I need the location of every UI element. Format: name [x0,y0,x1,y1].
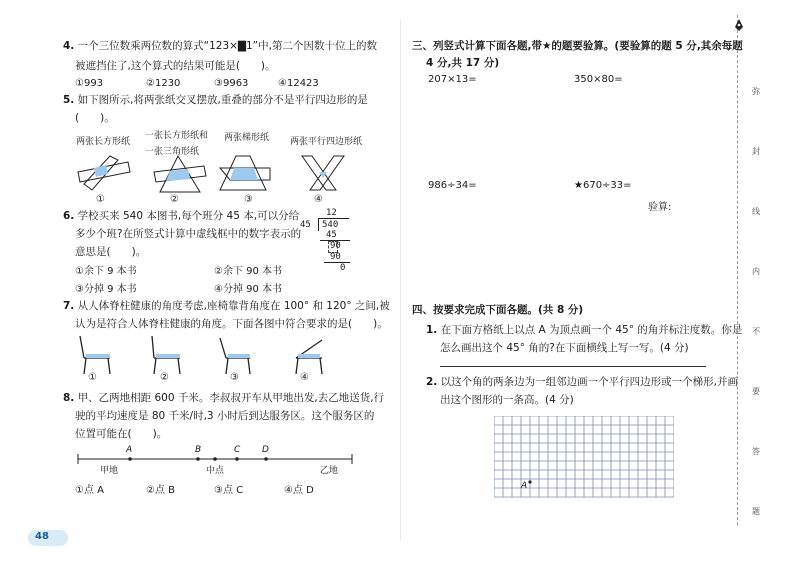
question-5 [63,90,368,110]
problem-986div34[interactable]: 986÷34= [428,180,477,191]
q8-point-a: A [126,445,133,455]
binding-strip-char: 弥 [752,87,760,96]
q5-number: 5. [63,94,75,106]
q8-place-start: 甲地 [100,466,119,476]
q8-text-line3: 位置可能在( )。 [75,428,168,440]
binding-strip-char: 答 [752,447,760,456]
q5-text-line1: 如下图所示,将两张纸交叉摆放,重叠的部分不是平行四边形的是 [77,94,368,106]
division-row2: 90 [330,241,341,251]
q8-number: 8. [63,392,75,404]
binding-strip-char: 题 [752,507,760,516]
q4-text-line2: 被遮挡住了,这个算式的结果可能是( )。 [75,60,276,72]
q6-text-line3: 意思是( )。 [75,246,147,258]
division-row3: 90 [330,252,341,262]
binding-strip-char: 线 [752,207,760,216]
q6-option-3[interactable]: ③分掉 9 本书 [75,284,137,295]
q8-option-4[interactable]: ④点 D [284,485,314,496]
problem-350x80[interactable]: 350×80= [574,74,623,85]
q4-option-3[interactable]: ③9963 [214,78,249,89]
q5-marker-1[interactable]: ① [96,194,105,205]
q8-place-end: 乙地 [320,466,339,476]
sec4-q2-text-line2: 出这个图形的一条高。(4 分) [440,394,574,406]
sec4-q2 [426,372,738,392]
division-remainder: 0 [340,263,346,273]
sec4-q1 [426,320,742,340]
division-row1: 45 [326,230,337,240]
q5-figure-3 [220,156,270,190]
q8-point-c: C [234,445,241,455]
question-6 [63,206,299,226]
sec4-q1-text-line1: 在下面方格纸上以点 A 为顶点画一个 45° 的角并标注度数。你是 [440,324,743,336]
q5-marker-2[interactable]: ② [170,194,179,205]
q8-point-d: D [262,445,269,455]
q8-option-1[interactable]: ①点 A [75,485,104,496]
sec4-q2-number: 2. [426,376,438,388]
q7-text-line1: 从人体脊柱健康的角度考虑,座椅靠背角度在 100° 和 120° 之间,被 [77,300,390,312]
binding-strip-char: 不 [752,327,760,336]
q6-text-line1: 学校买来 540 本图书,每个班分 45 本,可以分给 [77,210,300,222]
division-divisor: 45 [300,220,311,230]
division-line2 [324,262,350,263]
q8-place-mid: 中点 [206,466,225,476]
q7-chair-figures [72,332,352,376]
section-3-title-line1: 三、列竖式计算下面各题,带★的题要验算。(要验算的题 5 分,其余每题 [412,40,743,52]
point-a-marker [528,480,531,483]
q6-option-2[interactable]: ②余下 90 本书 [214,266,283,277]
q8-option-3[interactable]: ③点 C [214,485,244,496]
q4-option-4[interactable]: ④12423 [278,78,319,89]
problem-670div33[interactable]: ★670÷33= [574,180,632,191]
q5-text-line2: ( )。 [75,112,115,124]
page-number: 48 [35,531,49,542]
answer-line[interactable] [440,366,706,367]
q5-figure-1 [78,156,130,190]
q7-chair-2 [152,336,180,374]
q4-number: 4. [63,40,75,52]
division-quotient: 12 [326,208,337,218]
point-a-label: A [521,481,528,491]
problem-207x13[interactable]: 207×13= [428,74,477,85]
q5-figures [70,150,350,202]
binding-strip-char: 要 [752,387,760,396]
q8-text-line2: 驶的平均速度是 80 千米/时,3 小时后到达服务区。这个服务区的 [75,410,375,422]
q4-text-line1: 一个三位数乘两位数的算式“123×▇1”中,第二个因数十位上的数 [77,40,377,52]
question-8 [63,388,384,408]
question-4 [63,36,377,56]
q8-text-line1: 甲、乙两地相距 600 千米。李叔叔开车从甲地出发,去乙地送货,行 [77,392,385,404]
q7-chair-1 [80,336,110,374]
q5-label-2b: 一张三角形纸 [145,147,200,157]
q8-point-b: B [195,445,202,455]
q6-option-1[interactable]: ①余下 9 本书 [75,266,137,277]
q6-text-line2: 多少个班?在所竖式计算中虚线框中的数字表示的 [75,228,302,240]
binding-line [737,15,738,525]
q5-label-2a: 一张长方形纸和 [145,131,209,141]
rocket-icon [734,18,744,32]
page-number-badge [28,530,68,546]
q7-chair-4 [296,340,322,374]
q7-marker-3[interactable]: ③ [230,372,239,383]
q7-marker-2[interactable]: ② [160,372,169,383]
q7-chair-3 [220,338,250,374]
q5-marker-3[interactable]: ③ [244,194,253,205]
q4-option-2[interactable]: ②1230 [146,78,181,89]
section-3-title-line2: 4 分,共 17 分) [426,57,500,69]
q5-marker-4[interactable]: ④ [314,194,323,205]
section-4-title: 四、按要求完成下面各题。(共 8 分) [412,304,584,316]
q5-label-3: 两张梯形纸 [224,133,270,143]
q7-marker-4[interactable]: ④ [300,372,309,383]
sec4-q1-text-line2: 怎么画出这个 45° 角的?在下面横线上写一写。(4 分) [440,342,689,354]
binding-strip-char: 内 [752,267,760,276]
q5-figure-2 [154,156,206,192]
verification-label: 验算: [648,202,672,213]
question-7 [63,296,390,316]
division-dividend: 540 [322,220,339,230]
q5-figure-4 [302,156,344,190]
sec4-q1-number: 1. [426,324,438,336]
q7-text-line2: 认为是符合人体脊柱健康的角度。下面各图中符合要求的是( )。 [75,318,388,330]
q5-label-1: 两张长方形纸 [76,137,131,147]
q7-marker-1[interactable]: ① [88,372,97,383]
q6-division-diagram [300,208,356,274]
q8-option-2[interactable]: ②点 B [146,485,176,496]
binding-strip-char: 封 [752,147,760,156]
q5-label-4: 两张平行四边形纸 [290,137,363,147]
q7-number: 7. [63,300,75,312]
q6-number: 6. [63,210,75,222]
q6-option-4[interactable]: ④分掉 90 本书 [214,284,283,295]
sec4-q2-text-line1: 以这个角的两条边为一组邻边画一个平行四边形或一个梯形,并画 [440,376,738,388]
page-divider [400,20,401,540]
q4-option-1[interactable]: ①993 [75,78,104,89]
